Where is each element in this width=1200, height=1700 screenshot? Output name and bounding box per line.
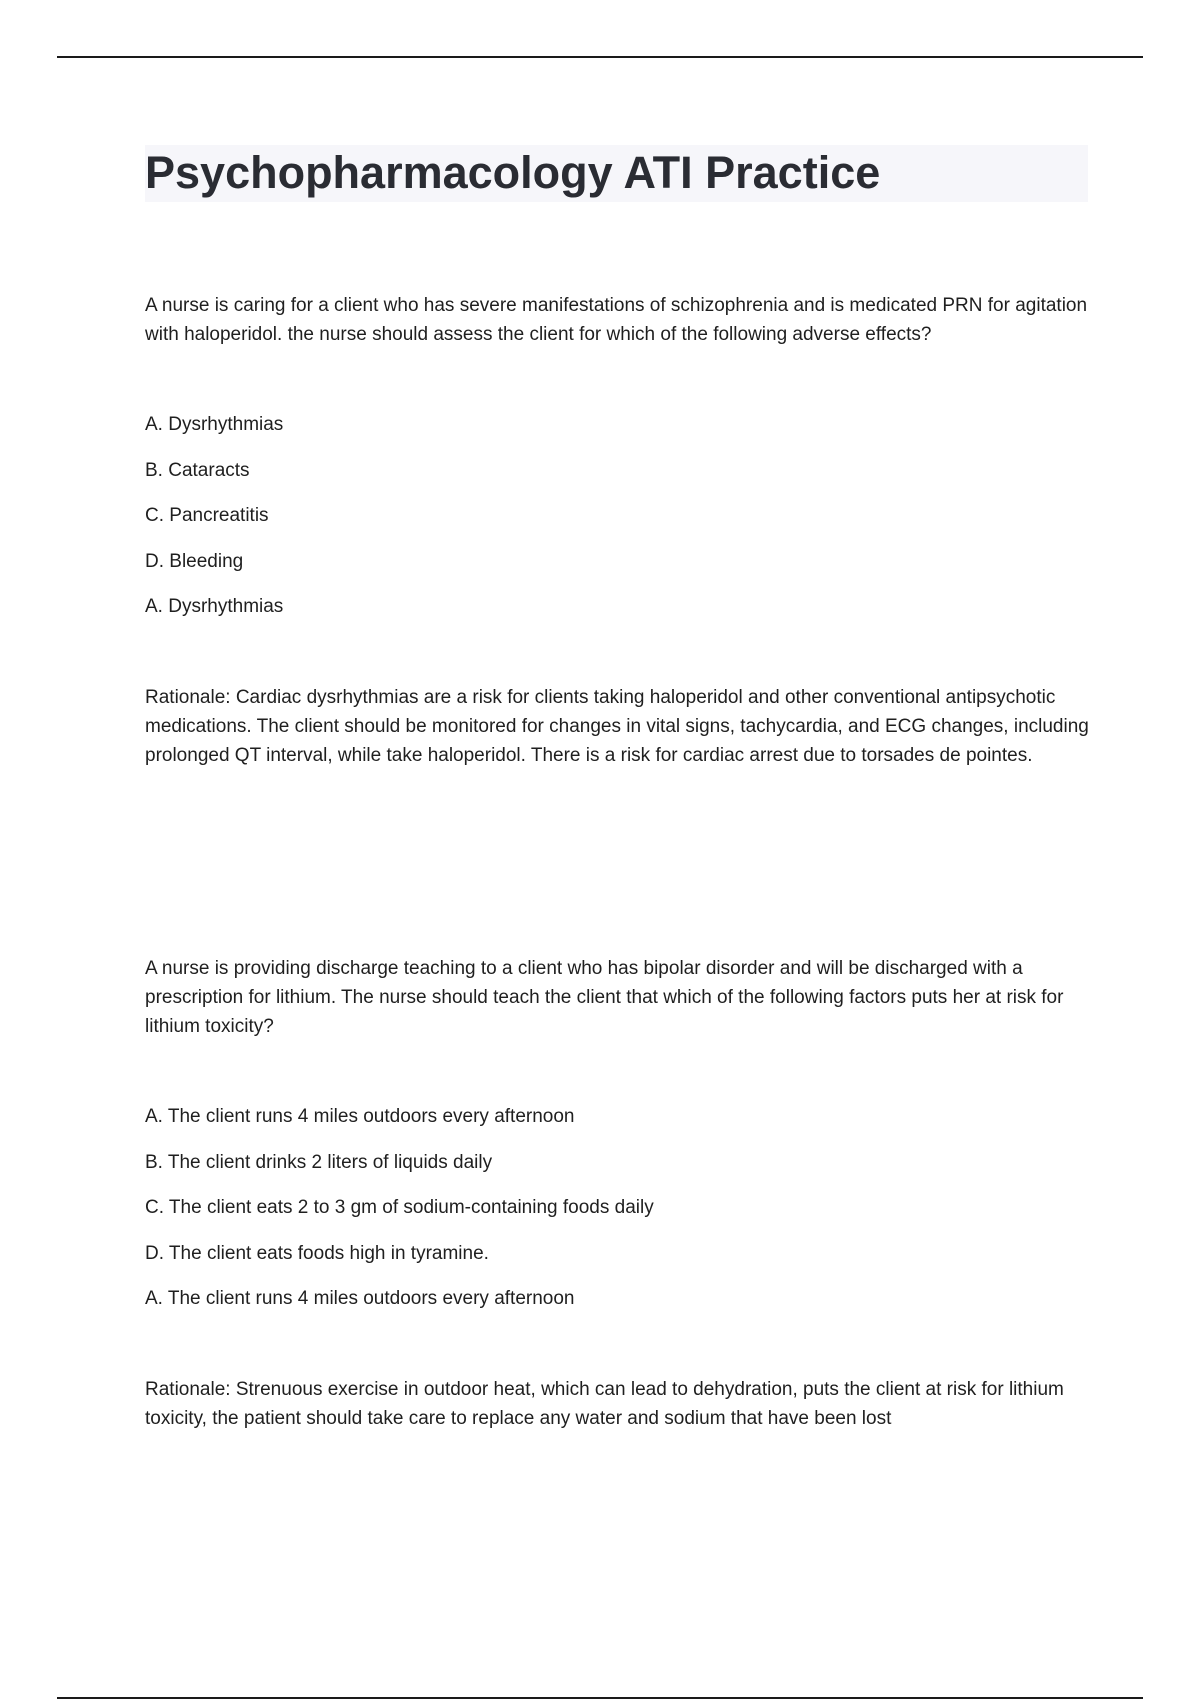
question-1-rationale: Rationale: Cardiac dysrhythmias are a risk for clients taking haloperidol and other conventional antipsychotic medications. The client should be monitored for changes in vital signs, tachycardia, and ECG changes, including prolonged QT interval, while take haloperidol. There is a risk for cardiac arrest due to torsades de pointes.	[145, 687, 1089, 766]
question-1-stem: A nurse is caring for a client who has severe manifestations of schizophrenia and is medicated PRN for agitation with haloperidol. the nurse should assess the client for which of the following adverse effects?	[145, 295, 1088, 345]
question-1-options	[145, 410, 1100, 638]
question-1-option-c: C. Pancreatitis	[145, 505, 269, 526]
question-1-option-b: B. Cataracts	[145, 459, 250, 481]
question-1-option-d: D. Bleeding	[145, 550, 244, 572]
question-2-options	[145, 1102, 1100, 1330]
question-2-stem: A nurse is providing discharge teaching to a client who has bipolar disorder and will be discharged with a prescription for lithium. The nurse should teach the client that which of the following factors puts her at risk for lithium toxicity?	[145, 958, 1064, 1037]
question-2-option-d: D. The client eats foods high in tyramine.	[145, 1242, 489, 1264]
question-1-answer: A. Dysrhythmias	[145, 596, 284, 617]
question-2-option-b: B. The client drinks 2 liters of liquids daily	[145, 1151, 493, 1173]
top-rule	[57, 56, 1143, 58]
question-2-option-c: C. The client eats 2 to 3 gm of sodium-containing foods daily	[145, 1197, 654, 1218]
question-1-option-a: A. Dysrhythmias	[145, 414, 284, 435]
page-title: Psychopharmacology ATI Practice	[145, 147, 881, 198]
bottom-rule	[57, 1697, 1143, 1699]
question-2-answer: A. The client runs 4 miles outdoors every afternoon	[145, 1288, 575, 1309]
question-2-rationale: Rationale: Strenuous exercise in outdoor heat, which can lead to dehydration, puts the client at risk for lithium toxicity, the patient should take care to replace any water and sodium that have been lost	[145, 1379, 1064, 1429]
question-2-option-a: A. The client runs 4 miles outdoors every afternoon	[145, 1106, 575, 1127]
